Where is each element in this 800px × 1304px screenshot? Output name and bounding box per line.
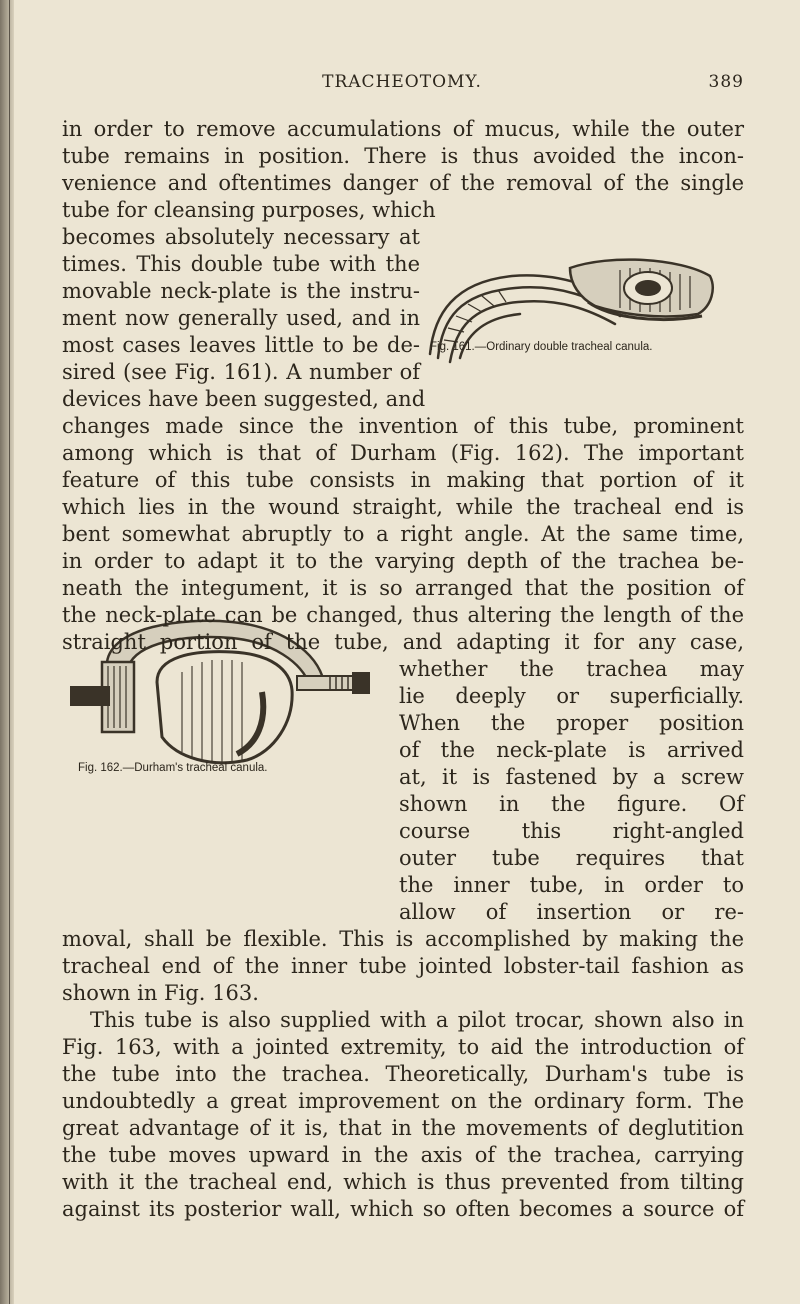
text-line: shown in the figure. Of <box>399 792 744 816</box>
text-line: venience and oftentimes danger of the removal of the single <box>62 171 744 195</box>
text-line: shown in Fig. 163. <box>62 981 259 1005</box>
page-header <box>60 72 744 102</box>
text-line: in order to remove accumulations of mucus, while the outer <box>62 117 744 141</box>
text-line: whether the trachea may <box>399 657 744 681</box>
text-line: outer tube requires that <box>399 846 744 870</box>
text-line: tube remains in position. There is thus avoided the incon- <box>62 144 744 168</box>
text-line: This tube is also supplied with a pilot trocar, shown also in <box>90 1008 744 1032</box>
text-line: neath the integument, it is so arranged that the position of <box>62 576 744 600</box>
text-line: course this right-angled <box>399 819 744 843</box>
text-line: times. This double tube with the <box>62 252 420 276</box>
text-line: feature of this tube consists in making that portion of it <box>62 468 744 492</box>
text-line: the neck-plate can be changed, thus altering the length of the <box>62 603 744 627</box>
book-spine-shadow <box>0 0 14 1304</box>
text-line: tracheal end of the inner tube jointed lobster-tail fashion as <box>62 954 744 978</box>
text-line: at, it is fastened by a screw <box>399 765 744 789</box>
text-line: lie deeply or superficially. <box>399 684 744 708</box>
text-line: among which is that of Durham (Fig. 162). The important <box>62 441 744 465</box>
text-line: ment now generally used, and in <box>62 306 420 330</box>
text-line: allow of insertion or re- <box>399 900 744 924</box>
fig-161-caption: Fig. 161.—Ordinary double tracheal canula. <box>430 341 653 353</box>
fig-162-caption: Fig. 162.—Durham's tracheal canula. <box>78 762 268 774</box>
text-line: When the proper position <box>399 711 744 735</box>
text-line: the tube into the trachea. Theoretically, Durham's tube is <box>62 1062 744 1086</box>
text-line: becomes absolutely necessary at <box>62 225 420 249</box>
text-line: the inner tube, in order to <box>399 873 744 897</box>
text-line: of the neck-plate is arrived <box>399 738 744 762</box>
text-line: devices have been suggested, and <box>62 387 426 411</box>
book-spine-edge <box>9 0 10 1304</box>
text-line: sired (see Fig. 161). A number of <box>62 360 420 384</box>
text-line: straight portion of the tube, and adapting it for any case, <box>62 630 744 654</box>
text-line: changes made since the invention of this tube, prominent <box>62 414 744 438</box>
text-line: moval, shall be flexible. This is accomplished by making the <box>62 927 744 951</box>
text-line: bent somewhat abruptly to a right angle. At the same time, <box>62 522 744 546</box>
text-line: in order to adapt it to the varying depth of the trachea be- <box>62 549 744 573</box>
text-line: tube for cleansing purposes, which <box>62 198 436 222</box>
text-line: great advantage of it is, that in the movements of deglutition <box>62 1116 744 1140</box>
page-number: 389 <box>708 72 744 92</box>
running-title: TRACHEOTOMY. <box>322 72 482 92</box>
text-line: the tube moves upward in the axis of the trachea, carrying <box>62 1143 744 1167</box>
text-line: undoubtedly a great improvement on the ordinary form. The <box>62 1089 744 1113</box>
text-line: which lies in the wound straight, while the tracheal end is <box>62 495 744 519</box>
text-line: against its posterior wall, which so often becomes a source of <box>62 1197 744 1221</box>
text-line: most cases leaves little to be de- <box>62 333 420 357</box>
text-line: Fig. 163, with a jointed extremity, to aid the introduction of <box>62 1035 744 1059</box>
text-line: movable neck-plate is the instru- <box>62 279 420 303</box>
text-line: with it the tracheal end, which is thus prevented from tilting <box>62 1170 744 1194</box>
